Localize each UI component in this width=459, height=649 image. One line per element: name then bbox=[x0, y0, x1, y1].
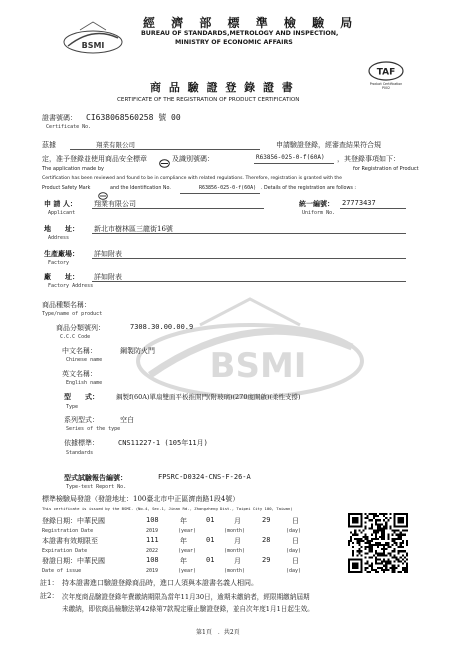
date-day-unit-en: (day) bbox=[286, 548, 302, 554]
ccc-label-en: C.C.C Code bbox=[60, 334, 91, 340]
chinese-name-label-en: Chinese name bbox=[66, 357, 103, 363]
note-label: 註1： bbox=[40, 579, 59, 587]
issuer-en: This certificate is issued by the BSMI. (No.4, Sec.1, Jinan Rd., Zhongzheng Dist., Taipei City 100, Taiwan) bbox=[42, 506, 293, 511]
certificate-title-en: CERTIFICATE OF THE REGISTRATION OF PRODUCT CERTIFICATION bbox=[117, 97, 300, 103]
note-text: 次年度商品驗證登錄年費繳納期限為當年11月30日，逾期未繳納者，經限期繳納屆期 bbox=[62, 593, 310, 601]
date-roc-year: 108 bbox=[146, 556, 159, 564]
product-type-label-en: Type/name of product bbox=[42, 311, 103, 317]
intro-en-3b: and the Identification No. bbox=[110, 186, 171, 191]
intro-en-1b: for Registration of Product bbox=[353, 166, 419, 172]
intro-en-1a: The application made by bbox=[42, 166, 104, 172]
ccc-value: 7308.30.00.00.9 bbox=[130, 323, 194, 331]
intro-id-code: R63856-025-0-f(60A) bbox=[256, 154, 325, 161]
date-year-unit-en: (year) bbox=[178, 528, 197, 534]
date-month-unit: 月 bbox=[234, 557, 241, 565]
chinese-name-label: 中文名稱： bbox=[62, 347, 97, 355]
series-label-en: Series of the type bbox=[66, 426, 121, 432]
date-roc-year: 108 bbox=[146, 516, 159, 524]
intro-en-2: Certification has been reviewed and found to be in compliance with related regulations. Therefore, registration is granted with the bbox=[42, 176, 342, 181]
standard-label: 依據標準： bbox=[64, 439, 99, 447]
report-label-en: Type-test Report No. bbox=[66, 484, 127, 490]
note-text-continued: 未繳納，即依商品檢驗法第42條第7款規定廢止驗證登錄，並自次年度1月1日起生效。 bbox=[62, 605, 314, 613]
intro-line2-c: ，其登錄事項如下： bbox=[337, 155, 400, 163]
date-ad-year: 2019 bbox=[146, 528, 159, 534]
date-day-unit: 日 bbox=[292, 537, 299, 545]
applicant-label: 申 請 人： bbox=[44, 199, 77, 208]
chinese-name-value: 鋼製防火門 bbox=[120, 347, 155, 355]
factory-label: 生產廠場： bbox=[44, 249, 79, 258]
report-value: FPSRC-D0324-CNS-F-26-A bbox=[158, 473, 251, 481]
bureau-title-zh: 經 濟 部 標 準 檢 驗 局 bbox=[143, 16, 359, 30]
safety-mark-icon bbox=[159, 153, 170, 172]
certificate-no-label: 證書號碼： bbox=[42, 114, 77, 122]
series-label: 系列型式： bbox=[64, 416, 99, 424]
bureau-title-en: BUREAU OF STANDARDS,METROLOGY AND INSPECTION, bbox=[141, 30, 339, 37]
date-month: 01 bbox=[206, 556, 215, 564]
address-label-en: Address bbox=[48, 235, 70, 241]
date-year-unit: 年 bbox=[180, 557, 187, 565]
model-type-label: 型 式： bbox=[64, 392, 99, 401]
svg-text:TAF: TAF bbox=[376, 67, 396, 78]
date-label-en: Date of issue bbox=[42, 568, 82, 574]
date-label-en: Registration Date bbox=[42, 528, 94, 534]
date-year-unit: 年 bbox=[180, 517, 187, 525]
taf-number: P002 bbox=[381, 86, 390, 90]
intro-prefix: 茲據 bbox=[42, 141, 56, 149]
intro-line2-b: 及識別號碼： bbox=[172, 155, 214, 163]
date-month-unit: 月 bbox=[234, 517, 241, 525]
intro-line1-suffix: 申請驗證登錄，經審查結果符合規 bbox=[276, 141, 381, 149]
date-day: 28 bbox=[262, 536, 271, 544]
applicant-label-en: Applicant bbox=[48, 210, 76, 216]
date-label: 發證日期：中華民國 bbox=[42, 557, 105, 565]
date-label-en: Expiration Date bbox=[42, 548, 88, 554]
address-label: 地 址： bbox=[44, 224, 79, 233]
date-ad-year: 2022 bbox=[146, 548, 159, 554]
date-roc-year: 111 bbox=[146, 536, 159, 544]
standard-label-en: Standards bbox=[66, 450, 94, 456]
certificate-no-value: CI638068560258 號 00 bbox=[86, 113, 181, 122]
applicant-value: 翔業有限公司 bbox=[94, 200, 136, 208]
uniform-no-value: 27773437 bbox=[342, 199, 376, 207]
svg-text:BSMI: BSMI bbox=[81, 41, 105, 50]
intro-company: 翔業有限公司 bbox=[96, 141, 135, 149]
model-type-label-en: Type bbox=[66, 404, 79, 410]
intro-en-3d: . Details of the registration are follows : bbox=[261, 186, 357, 191]
note-label: 註2： bbox=[40, 592, 59, 600]
ministry-title-en: MINISTRY OF ECONOMIC AFFAIRS bbox=[175, 39, 293, 46]
svg-text:BSMI: BSMI bbox=[209, 346, 307, 386]
date-day: 29 bbox=[262, 556, 271, 564]
note-text: 持本證書進口驗證登錄商品時，進口人須與本證書名義人相同。 bbox=[62, 579, 258, 587]
standard-value: CNS11227-1 (105年11月) bbox=[118, 439, 208, 447]
factory-label-en: Factory bbox=[48, 260, 70, 266]
intro-en-3c: R63856-025-0-f(60A) bbox=[199, 185, 257, 191]
date-day-unit: 日 bbox=[292, 517, 299, 525]
date-day-unit-en: (day) bbox=[286, 568, 302, 574]
certificate-title-zh: 商 品 驗 證 登 錄 證 書 bbox=[150, 81, 295, 94]
taf-logo bbox=[367, 60, 405, 92]
product-type-label: 商品種類名稱： bbox=[42, 301, 91, 309]
date-day-unit: 日 bbox=[292, 557, 299, 565]
address-value: 新北市樹林區三龍街16號 bbox=[94, 225, 173, 233]
date-day-unit-en: (day) bbox=[286, 528, 302, 534]
uniform-no-label-en: Uniform No. bbox=[302, 210, 336, 216]
date-month-unit-en: (month) bbox=[224, 568, 246, 574]
date-year-unit: 年 bbox=[180, 537, 187, 545]
date-label: 登錄日期：中華民國 bbox=[42, 517, 105, 525]
english-name-label-en: English name bbox=[66, 380, 103, 386]
date-month: 01 bbox=[206, 536, 215, 544]
report-label: 型式試驗報告編號： bbox=[64, 473, 127, 482]
factory-address-label-en: Factory Address bbox=[48, 283, 94, 289]
model-type-value: 鋼製f(60A)單扇雙面平板推開門(附玻璃)(270度開啟)(柔性支撐) bbox=[116, 393, 301, 401]
certificate-no-label-en: Certificate No. bbox=[46, 124, 92, 130]
intro-en-3a: Product Safety Mark bbox=[42, 186, 91, 191]
factory-address-value: 詳如附表 bbox=[94, 273, 122, 281]
qr-code[interactable] bbox=[348, 513, 408, 573]
taf-caption: Product Certification bbox=[369, 82, 403, 86]
factory-value: 詳如附表 bbox=[94, 250, 122, 258]
intro-line2-a: 定，准予登錄並使用商品安全標章 bbox=[42, 155, 147, 163]
ccc-label: 商品分類號列： bbox=[56, 324, 105, 332]
date-year-unit-en: (year) bbox=[178, 548, 197, 554]
date-month-unit-en: (month) bbox=[224, 548, 246, 554]
date-month-unit-en: (month) bbox=[224, 528, 246, 534]
factory-address-label: 廠 址： bbox=[44, 272, 79, 281]
date-label: 本證書有效期限至 bbox=[42, 537, 98, 545]
uniform-no-label: 統一編號： bbox=[299, 199, 334, 208]
english-name-label: 英文名稱： bbox=[62, 370, 97, 378]
date-ad-year: 2019 bbox=[146, 568, 159, 574]
date-year-unit-en: (year) bbox=[178, 568, 197, 574]
series-value: 空白 bbox=[120, 416, 134, 424]
date-month: 01 bbox=[206, 516, 215, 524]
bsmi-header-logo bbox=[62, 20, 124, 60]
date-month-unit: 月 bbox=[234, 537, 241, 545]
page-number: 第1頁 ．共2頁 bbox=[196, 629, 240, 636]
date-day: 29 bbox=[262, 516, 271, 524]
issuer-zh: 標準檢驗局發證（發證地址：100臺北市中正區濟南路1段4號） bbox=[42, 495, 240, 503]
